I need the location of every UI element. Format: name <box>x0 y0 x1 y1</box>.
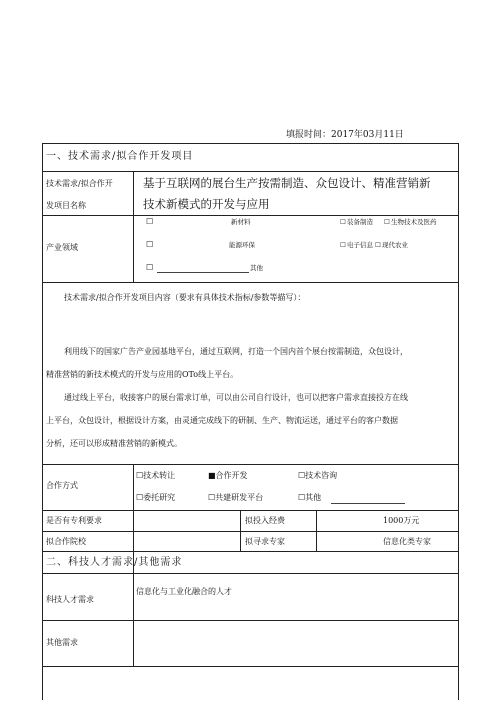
section1-title: 一、技术需求/拟合作开发项目 <box>46 151 194 162</box>
industry-biotech-label: 生物技术及医药 <box>391 218 437 226</box>
expert-value[interactable]: 信息化类专家 <box>383 537 431 546</box>
coop-option-commissioned[interactable]: ☐委托研究 <box>136 493 176 502</box>
talent-value[interactable]: 信息化与工业化融合的人才 <box>136 587 232 596</box>
checkbox-biotech[interactable]: ☐ <box>384 218 390 226</box>
row-line <box>42 620 458 621</box>
fill-date: 填报时间：2017年03月11日 <box>286 130 404 140</box>
checkbox-agriculture[interactable]: ☐ <box>375 241 381 249</box>
patent-label: 是否有专利要求 <box>46 516 102 525</box>
project-name-label: 技术需求/拟合作开 <box>46 179 113 188</box>
coop-other-blank[interactable] <box>331 503 405 504</box>
other-industry-blank[interactable] <box>157 272 249 273</box>
industry-agriculture-label: 现代农业 <box>382 241 408 249</box>
coop-option-consult[interactable]: ☐技术咨询 <box>298 471 338 480</box>
industry-label: 产业领域 <box>46 243 78 252</box>
col-line <box>133 573 134 666</box>
row-line <box>42 573 458 574</box>
invest-value[interactable]: 1000万元 <box>383 516 420 525</box>
coop-option-joint-dev[interactable]: ■合作开发 <box>208 471 248 480</box>
table-border-left <box>42 143 43 700</box>
project-name-value: 基于互联网的展台生产按需制造、众包设计、精准营销新 <box>143 176 431 190</box>
row-line <box>42 666 458 667</box>
content-p2-line1: 通过线上平台，收接客户的展台需求订单，可以由公司自行设计，也可以把客户需求直接投方在线 <box>64 393 408 402</box>
invest-label: 拟投入经费 <box>245 516 285 525</box>
section2-title: 二、科技人才需求/其他需求 <box>46 557 183 568</box>
industry-electronics-label: 电子信息 <box>347 241 373 249</box>
col-line <box>133 171 134 282</box>
checkbox-other-industry[interactable]: ☐ <box>146 263 154 272</box>
project-name-value-cont: 技术新模式的开发与应用 <box>143 197 270 211</box>
coop-option-platform[interactable]: ☐共建研发平台 <box>208 493 264 502</box>
checkbox-equipment[interactable]: ☐ <box>340 218 346 226</box>
school-label: 拟合作院校 <box>46 537 86 546</box>
industry-equipment-label: 装备制造 <box>347 218 373 226</box>
industry-energy-env-label: 能源环保 <box>229 241 255 249</box>
project-name-label-cont: 发项目名称 <box>46 201 86 210</box>
checkbox-energy-env[interactable]: ☐ <box>146 240 154 249</box>
checkbox-electronics[interactable]: ☐ <box>340 241 346 249</box>
coop-option-transfer[interactable]: ☐技术转让 <box>136 471 176 480</box>
row-line <box>42 551 458 552</box>
content-p1-line2: 精准营销的新技术模式的开发与应用的OTo线上平台。 <box>46 370 239 379</box>
row-line <box>42 531 458 532</box>
expert-label: 拟寻求专家 <box>245 537 285 546</box>
checkbox-new-materials[interactable]: ☐ <box>146 217 154 226</box>
row-line <box>42 282 458 283</box>
col-line <box>240 510 241 551</box>
row-line <box>42 464 458 465</box>
talent-label: 科技人才需求 <box>46 595 94 604</box>
row-line <box>42 171 458 172</box>
row-line <box>42 215 458 216</box>
content-heading: 技术需求/拟合作开发项目内容（要求有具体技术指标/参数等描写）： <box>64 293 306 302</box>
row-line <box>42 143 458 144</box>
coop-option-other[interactable]: ☐其他 <box>298 493 322 502</box>
other-needs-label: 其他需求 <box>46 638 78 647</box>
col-line <box>316 510 317 551</box>
content-p1-line1: 利用线下的国家广告产业园基地平台，通过互联网，打造一个国内首个展台按需制造，众包设计， <box>64 347 408 356</box>
industry-new-materials-label: 新材料 <box>231 218 251 226</box>
industry-other-label: 其他 <box>250 264 263 272</box>
content-p2-line3: 分析，还可以形成精准营销的新模式。 <box>46 439 182 448</box>
table-border-right <box>458 143 459 700</box>
row-line <box>42 510 458 511</box>
content-p2-line2: 上平台，众包设计，根据设计方案，由灵通完成线下的研制、生产、物流运送，通过平台的客户数据 <box>46 416 398 425</box>
coop-label: 合作方式 <box>46 481 78 490</box>
